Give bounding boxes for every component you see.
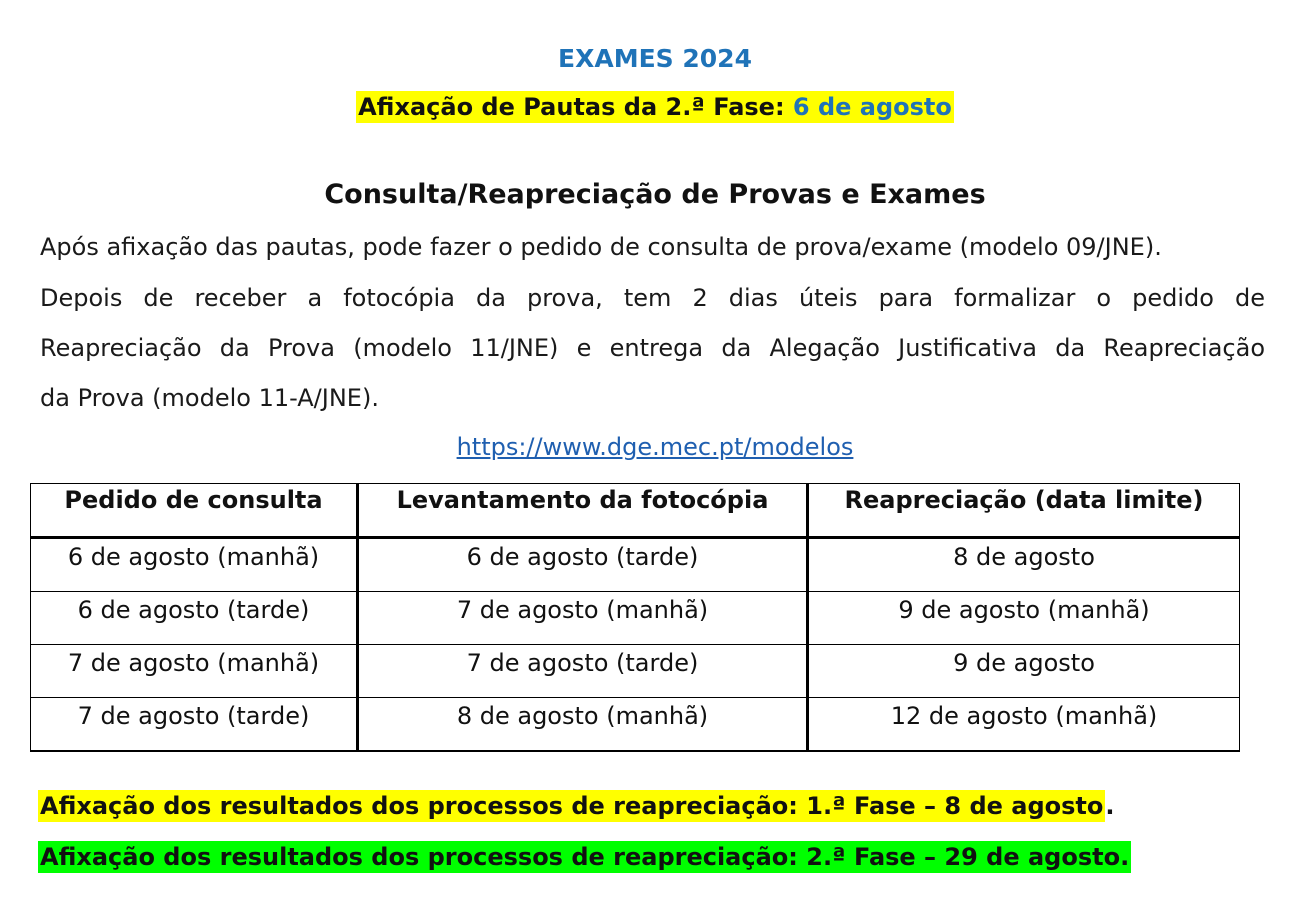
section-title: Consulta/Reapreciação de Provas e Exames — [324, 179, 986, 210]
cell-levantamento: 6 de agosto (tarde) — [358, 538, 808, 592]
cell-pedido: 7 de agosto (manhã) — [31, 645, 358, 698]
exam-title: EXAMES 2024 — [558, 44, 752, 73]
results-phase-2 — [38, 843, 1131, 871]
cell-reapreciacao: 9 de agosto — [808, 645, 1240, 698]
cell-pedido: 6 de agosto (tarde) — [31, 592, 358, 645]
header-pedido-consulta: Pedido de consulta — [31, 484, 358, 538]
pautas-highlight — [356, 91, 954, 123]
cell-levantamento: 7 de agosto (tarde) — [358, 645, 808, 698]
pautas-announcement — [0, 93, 1310, 121]
pautas-label: Afixação de Pautas da 2.ª Fase: — [358, 93, 785, 121]
cell-pedido: 6 de agosto (manhã) — [31, 538, 358, 592]
table-row — [31, 645, 1240, 698]
results-phase-1 — [38, 792, 1115, 820]
results-phase-1-highlight: Afixação dos resultados dos processos de reapreciação: 1.ª Fase – 8 de agosto — [40, 792, 1104, 820]
cell-pedido: 7 de agosto (tarde) — [31, 698, 358, 752]
cell-levantamento: 7 de agosto (manhã) — [358, 592, 808, 645]
cell-reapreciacao: 9 de agosto (manhã) — [808, 592, 1240, 645]
pautas-date: 6 de agosto — [792, 93, 952, 121]
results-phase-2-highlight: Afixação dos resultados dos processos de reapreciação: 2.ª Fase – 29 de agosto. — [40, 843, 1130, 871]
paragraph-line-2: Reapreciação da Prova (modelo 11/JNE) e entrega da Alegação Justificativa da Reapreciação — [40, 334, 1265, 362]
table-row — [31, 698, 1240, 752]
cell-reapreciacao: 8 de agosto — [808, 538, 1240, 592]
intro-paragraph: Após afixação das pautas, pode fazer o pedido de consulta de prova/exame (modelo 09/JNE). — [40, 233, 1162, 261]
header-reapreciacao: Reapreciação (data limite) — [808, 484, 1240, 538]
header-levantamento-fotocopia: Levantamento da fotocópia — [358, 484, 808, 538]
cell-reapreciacao: 12 de agosto (manhã) — [808, 698, 1240, 752]
table-row — [31, 538, 1240, 592]
table-header-row — [31, 484, 1240, 538]
schedule-table — [30, 483, 1240, 752]
paragraph-line-1: Depois de receber a fotocópia da prova, tem 2 dias úteis para formalizar o pedido de — [40, 284, 1265, 312]
paragraph-line-3: da Prova (modelo 11-A/JNE). — [40, 384, 379, 412]
cell-levantamento: 8 de agosto (manhã) — [358, 698, 808, 752]
results-phase-1-suffix: . — [1105, 792, 1115, 820]
table-row — [31, 592, 1240, 645]
models-link[interactable]: https://www.dge.mec.pt/modelos — [456, 433, 854, 461]
